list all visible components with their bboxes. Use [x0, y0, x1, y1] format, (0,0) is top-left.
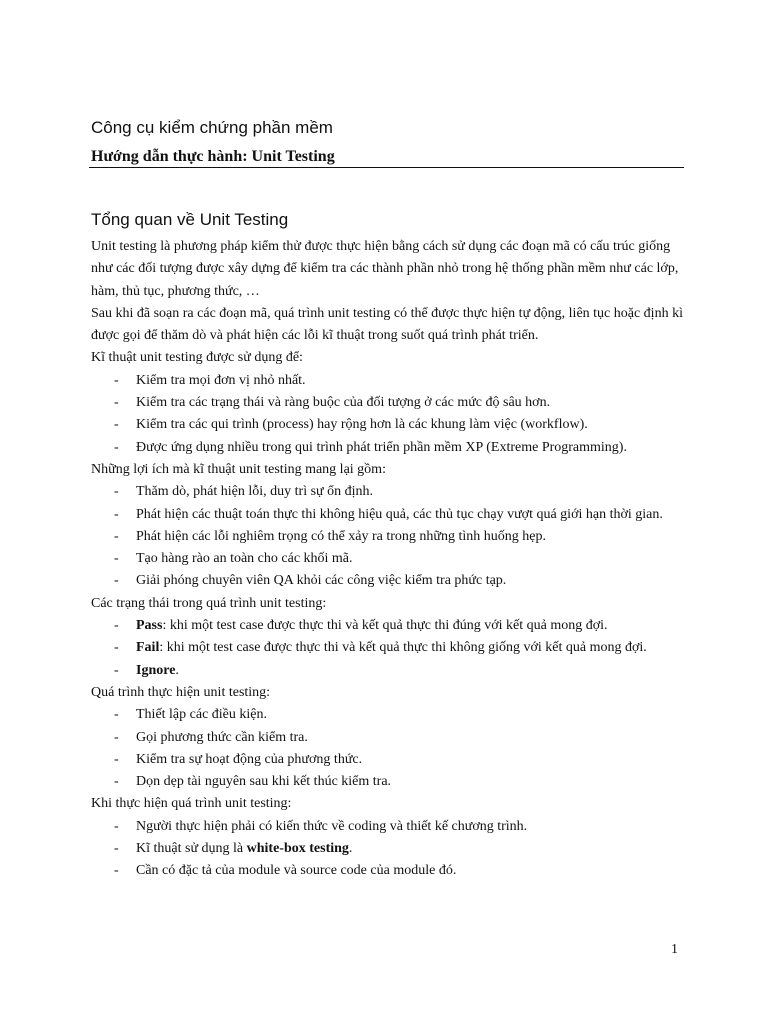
list-item: - Gọi phương thức cần kiểm tra.: [114, 729, 308, 745]
document-subtitle: Hướng dẫn thực hành: Unit Testing: [91, 148, 335, 165]
list-item: - Thiết lập các điều kiện.: [114, 707, 267, 723]
list-item: - Người thực hiện phải có kiến thức về coding và thiết kế chương trình.: [114, 818, 528, 834]
states-intro: Các trạng thái trong quá trình unit testing:: [91, 595, 327, 611]
list-item-pass: - Pass: khi một test case được thực thi và kết quả thực thi đúng với kết quả mong đợi.: [114, 618, 608, 634]
header-rule: [89, 167, 684, 168]
paragraph-intro-1: Unit testing là phương pháp kiểm thử được thực hiện bằng cách sử dụng các đoạn mã có cấu trúc giống như các đối tượng được xây dựng để kiểm tra các thành phần nhỏ trong hệ thống phần mềm như các lớp, hàm, thủ tục, phương thức, …: [91, 239, 679, 299]
list-item-fail: - Fail: khi một test case được thực thi và kết quả thực thi không giống với kết quả mong đợi.: [114, 640, 647, 656]
list-item: - Thăm dò, phát hiện lỗi, duy trì sự ổn định.: [114, 484, 374, 500]
paragraph-intro-2: Sau khi đã soạn ra các đoạn mã, quá trình unit testing có thể được thực hiện tự động, liên tục hoặc định kì được gọi để thăm dò và phát hiện các lỗi kĩ thuật trong suốt quá trình phát triển.: [91, 305, 683, 344]
list-item: - Kĩ thuật sử dụng là white-box testing.: [114, 841, 353, 857]
list-item: - Cần có đặc tả của module và source code của module đó.: [114, 863, 457, 879]
document-body: [91, 236, 691, 883]
list-item: - Dọn dẹp tài nguyên sau khi kết thúc kiểm tra.: [114, 774, 392, 790]
list-item: - Kiểm tra các trạng thái và ràng buộc của đối tượng ở các mức độ sâu hơn.: [114, 395, 551, 411]
list-item: - Phát hiện các thuật toán thực thi không hiệu quả, các thủ tục chạy vượt quá giới hạn thời gian.: [114, 506, 663, 522]
list-item: - Phát hiện các lỗi nghiêm trọng có thể xảy ra trong những tình huống hẹp.: [114, 528, 546, 544]
list-item: - Kiểm tra mọi đơn vị nhỏ nhất.: [114, 372, 306, 388]
list-item-ignore: - Ignore.: [114, 662, 179, 678]
list-item: - Kiểm tra sự hoạt động của phương thức.: [114, 751, 363, 767]
list-item: - Kiểm tra các qui trình (process) hay rộng hơn là các khung làm việc (workflow).: [114, 417, 588, 433]
list-item: - Giải phóng chuyên viên QA khỏi các công việc kiểm tra phức tạp.: [114, 573, 507, 589]
list-item: - Được ứng dụng nhiều trong qui trình phát triển phần mềm XP (Extreme Programming).: [114, 439, 627, 455]
process-intro: Quá trình thực hiện unit testing:: [91, 684, 271, 700]
page-number: 1: [671, 942, 678, 957]
list-item: - Tạo hàng rào an toàn cho các khối mã.: [114, 551, 353, 567]
section-heading: Tổng quan về Unit Testing: [91, 210, 289, 229]
requirements-intro: Khi thực hiện quá trình unit testing:: [91, 796, 292, 812]
purpose-intro: Kĩ thuật unit testing được sử dụng để:: [91, 350, 303, 366]
benefits-intro: Những lợi ích mà kĩ thuật unit testing mang lại gồm:: [91, 461, 386, 477]
document-title: Công cụ kiểm chứng phần mềm: [91, 118, 333, 137]
